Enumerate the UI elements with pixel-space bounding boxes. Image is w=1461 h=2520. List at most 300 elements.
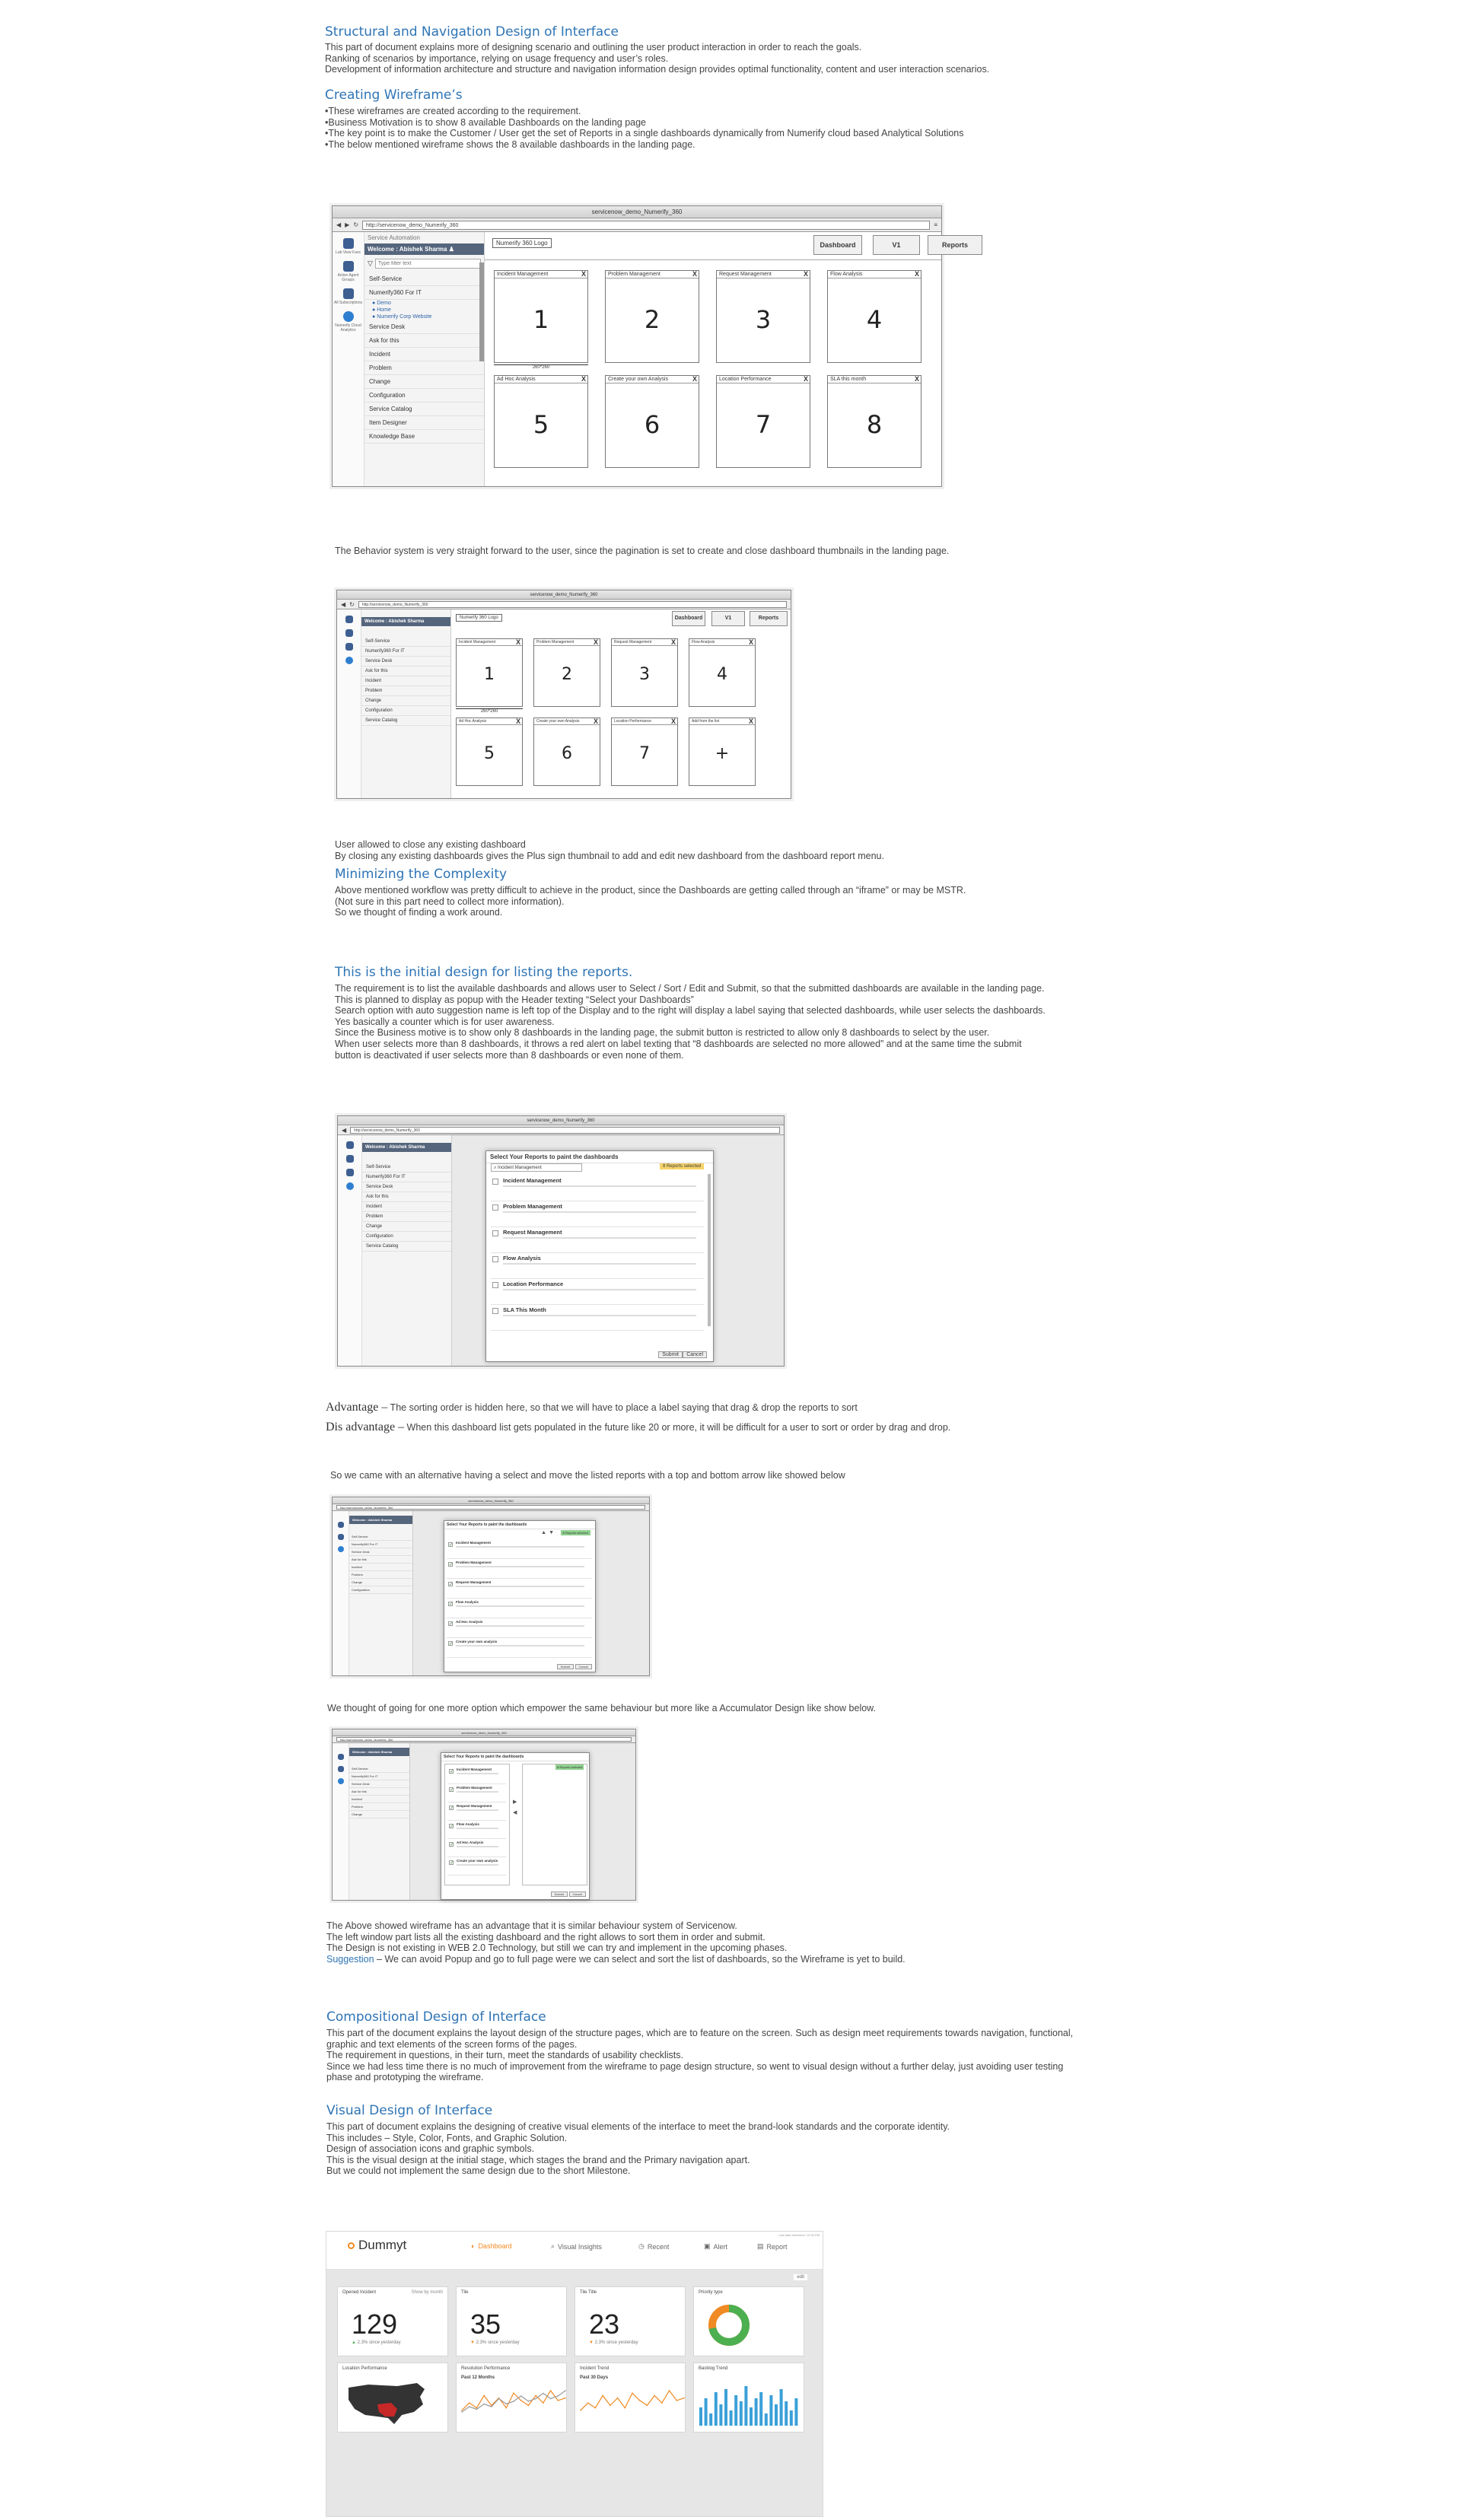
dashboard-tile[interactable]	[716, 375, 810, 468]
url-field[interactable]: http://servicenow_demo_Numerify_360	[362, 221, 930, 230]
close-icon[interactable]: X	[593, 638, 598, 646]
nav-item[interactable]: Change	[349, 1811, 409, 1818]
back-icon[interactable]: ◀	[336, 221, 342, 228]
selected-counter: 8 Reports selected	[557, 1765, 583, 1769]
selected-counter: 8 Reports selected	[660, 1163, 704, 1169]
card-tile-title[interactable]	[575, 2286, 686, 2356]
row-checkbox[interactable]: ✓	[450, 1788, 454, 1793]
tile-number: 7	[755, 410, 772, 439]
row-name: Incident Management	[503, 1177, 562, 1184]
initial-line: When user selects more than 8 dashboards, it throws a red alert on label texting that “8 dashboards are selected no more allowed” and at the same time the submit	[335, 1038, 1022, 1049]
row-name: Create your own analysis	[456, 1640, 498, 1643]
modal-scrollbar[interactable]	[708, 1174, 711, 1326]
us-map	[338, 2374, 449, 2432]
report-row[interactable]	[447, 1821, 506, 1839]
brand-name: Dummyt	[358, 2238, 407, 2252]
welcome-bar: Welcome : Abishek Sharma	[362, 1143, 451, 1152]
row-checkbox[interactable]: ✓	[450, 1825, 454, 1829]
tab-visual-insights[interactable]: ⌕ Visual Insights	[551, 2242, 602, 2251]
advantage-text: The sorting order is hidden here, so that we will have to place a label saying that drag & drop the reports to sort	[387, 1402, 858, 1413]
report-row[interactable]	[447, 1638, 592, 1658]
tile-title: Ad Hoc Analysis	[457, 718, 522, 725]
trend-point	[469, 2406, 470, 2407]
cancel-button[interactable]: Cancel	[575, 1664, 592, 1669]
card-value: 35	[470, 2308, 501, 2340]
list-icon[interactable]	[343, 238, 354, 249]
dashboard-tile[interactable]	[533, 718, 600, 786]
trend-point	[513, 2392, 514, 2394]
suggestion-text: – We can avoid Popup and go to full page were we can select and sort the list of dashboards, so the Wireframe is yet to build.	[374, 1953, 906, 1965]
card-subtext: ▲ 2.3% since yesterday	[352, 2340, 401, 2345]
dashboard-tile[interactable]	[605, 270, 699, 363]
close-icon[interactable]: X	[748, 638, 753, 646]
minimizing-line: (Not sure in this part need to collect more information).	[335, 896, 565, 907]
nav-item[interactable]: Service Desk	[362, 1182, 451, 1192]
tab-alert[interactable]: ▣ Alert	[704, 2242, 728, 2251]
move-up-icon[interactable]: ▲	[541, 1530, 546, 1535]
card-opened-incident[interactable]	[337, 2286, 448, 2356]
close-icon[interactable]: X	[593, 718, 598, 725]
nav-item[interactable]: Self-Service	[349, 1765, 409, 1773]
nav-subitem[interactable]: ● Numerify Corp Website	[372, 314, 432, 320]
tag-icon[interactable]	[343, 261, 354, 272]
trend-point	[647, 2405, 648, 2407]
card-priority-type[interactable]	[693, 2286, 804, 2356]
row-checkbox[interactable]: ✓	[450, 1770, 454, 1774]
refresh-icon[interactable]: ↻	[349, 600, 355, 608]
nav-item[interactable]: Change	[361, 696, 450, 706]
nav-panel	[361, 609, 451, 798]
edit-button[interactable]: edit	[794, 2274, 807, 2280]
nav-item[interactable]: Change	[349, 1579, 412, 1586]
nav-item[interactable]: Service Desk	[364, 320, 484, 334]
left-rail	[338, 1135, 362, 1366]
close-icon[interactable]: X	[670, 638, 676, 646]
wireframe-popup	[337, 1115, 785, 1367]
book-icon[interactable]	[343, 288, 354, 299]
trend-point	[624, 2407, 625, 2409]
dashboard-tile[interactable]	[533, 638, 600, 707]
card-filter[interactable]: Show by month	[411, 2290, 443, 2295]
nav-item[interactable]: Configuration	[362, 1232, 451, 1242]
dashboard-tile[interactable]	[456, 638, 523, 707]
close-icon[interactable]: X	[914, 270, 919, 278]
submit-button[interactable]: Submit	[551, 1892, 568, 1897]
window-titlebar: servicenow_demo_Numerify_360	[333, 206, 941, 218]
trend-point	[513, 2401, 514, 2402]
visual-line: This part of document explains the designing of creative visual elements of the interface to meet the brand-look standards and the corporate identity.	[326, 2121, 950, 2132]
nav-item[interactable]: Service Catalog	[361, 716, 450, 726]
tab-report[interactable]: ▤ Report	[757, 2242, 788, 2251]
dashboard-area	[410, 1743, 635, 1900]
tile-number: 5	[533, 410, 549, 439]
selected-list	[522, 1764, 587, 1885]
list-icon[interactable]	[338, 1522, 344, 1528]
nav-item[interactable]: Ask for this	[361, 667, 450, 676]
list-icon[interactable]	[345, 616, 353, 623]
close-icon[interactable]: X	[581, 375, 586, 383]
nav-item[interactable]: Numerify360 For IT	[364, 286, 484, 300]
close-icon[interactable]: X	[803, 375, 808, 383]
row-checkbox[interactable]	[492, 1204, 498, 1211]
nav-item[interactable]: Service Catalog	[364, 402, 484, 416]
report-row[interactable]	[447, 1559, 592, 1579]
row-checkbox[interactable]	[492, 1256, 498, 1262]
card-location-performance[interactable]	[337, 2362, 448, 2432]
tag-icon[interactable]	[338, 1534, 344, 1540]
tile-title: Flow Analysis	[689, 639, 755, 646]
nav-item[interactable]: Incident	[349, 1796, 409, 1803]
report-row[interactable]	[491, 1176, 704, 1201]
close-icon[interactable]: X	[515, 718, 520, 725]
help-icon[interactable]	[345, 657, 353, 664]
trend-point	[550, 2398, 552, 2400]
nav-item[interactable]: Self-Service	[349, 1533, 412, 1541]
close-icon[interactable]: X	[515, 638, 520, 646]
nav-item[interactable]: Numerify360 For IT	[349, 1773, 409, 1780]
cancel-button[interactable]: Cancel	[683, 1351, 707, 1358]
v1-button[interactable]: V1	[711, 611, 745, 626]
back-icon[interactable]: ◀	[342, 1126, 347, 1134]
welcome-bar: Welcome : Abishek Sharma	[349, 1516, 412, 1524]
nav-panel	[364, 232, 485, 486]
submit-button[interactable]: Submit	[557, 1664, 574, 1669]
refresh-icon[interactable]: ↻	[353, 221, 359, 228]
disadvantage-line	[326, 1421, 950, 1434]
back-icon[interactable]: ◀	[341, 600, 346, 608]
left-rail	[337, 609, 361, 798]
row-checkbox[interactable]: ✓	[449, 1602, 454, 1607]
initial-line: Search option with auto suggestion name is left top of the Display and to the right will display a label saying that selected dashboards, while user selects the dashboards.	[335, 1005, 1046, 1017]
report-row[interactable]	[447, 1599, 592, 1618]
close-icon[interactable]: X	[581, 270, 586, 278]
nav-panel	[349, 1743, 410, 1900]
tile-number: 3	[639, 665, 650, 684]
dashboard-tile[interactable]	[494, 270, 588, 363]
nav-item[interactable]: Self-Service	[364, 272, 484, 286]
backlog-bar	[794, 2398, 797, 2426]
report-row[interactable]	[447, 1579, 592, 1599]
divider	[485, 259, 941, 260]
trend-point	[520, 2400, 522, 2401]
backlog-bar	[755, 2398, 758, 2426]
trend-point	[661, 2402, 663, 2404]
row-checkbox[interactable]: ✓	[449, 1543, 454, 1548]
list-icon[interactable]	[346, 1141, 354, 1149]
backlog-bar	[750, 2407, 753, 2426]
nav-item[interactable]: Service Catalog	[362, 1242, 451, 1252]
nav-subitem[interactable]: ● Demo	[372, 301, 391, 306]
report-row[interactable]	[491, 1253, 704, 1279]
help-icon[interactable]	[346, 1182, 354, 1190]
report-row[interactable]	[447, 1784, 506, 1803]
trend-point	[580, 2410, 581, 2411]
visual-line: But we could not implement the same design due to the short Milestone.	[326, 2165, 631, 2177]
row-checkbox[interactable]: ✓	[450, 1806, 454, 1811]
initial-line: button is deactivated if user selects more than 8 dashboards or even none of them.	[335, 1049, 684, 1061]
url-field[interactable]: http://servicenow_demo_Numerify_360	[358, 601, 787, 608]
nav-item[interactable]: Ask for this	[364, 334, 484, 348]
compositional-line: Since we had less time there is no much of improvement from the wireframe to page design structure, so went to visual design without a further delay, just avoiding user testing	[326, 2060, 1064, 2072]
row-checkbox[interactable]: ✓	[450, 1843, 454, 1847]
modal-title: Select Your Reports to paint the dashboards	[441, 1753, 589, 1761]
card-incident-trend[interactable]	[575, 2362, 686, 2432]
row-name: Problem Management	[456, 1561, 492, 1564]
suggestion-line	[326, 1954, 906, 1965]
row-checkbox[interactable]	[492, 1230, 498, 1236]
tile-number: 5	[484, 744, 495, 763]
dashboard-button[interactable]: Dashboard	[813, 235, 862, 255]
v1-button[interactable]: V1	[873, 235, 920, 255]
logo-placeholder: Numerify 360 Logo	[492, 238, 552, 248]
close-icon[interactable]: X	[692, 375, 697, 383]
cancel-button[interactable]: Cancel	[569, 1892, 586, 1897]
card-backlog-trend[interactable]	[693, 2362, 804, 2432]
tab-recent[interactable]: ◷ Recent	[638, 2242, 670, 2251]
compositional-line: The requirement in questions, in their turn, meet the standards of usability checklists.	[326, 2050, 683, 2061]
trend-point	[498, 2398, 500, 2400]
tile-number: 4	[866, 305, 883, 334]
help-icon[interactable]	[338, 1778, 344, 1784]
creating-line: •The below mentioned wireframe shows the 8 available dashboards in the landing page.	[325, 138, 695, 150]
window-titlebar: servicenow_demo_Numerify_360	[338, 1116, 784, 1125]
close-icon[interactable]: X	[692, 270, 697, 278]
tile-number: 4	[717, 665, 727, 684]
tile-number: 1	[484, 665, 495, 684]
compositional-line: phase and prototyping the wireframe.	[326, 2072, 484, 2083]
nav-item[interactable]: Configuration	[364, 389, 484, 402]
trend-point	[528, 2405, 530, 2407]
trend-point	[491, 2406, 492, 2407]
report-row[interactable]	[491, 1305, 704, 1331]
dashboard-tile[interactable]	[827, 270, 921, 363]
tab-dashboard[interactable]: ◐ Dashboard	[471, 2242, 512, 2250]
wireframe-body	[333, 232, 968, 486]
nav-item[interactable]: Service Desk	[361, 657, 450, 667]
nav-item[interactable]: Change	[364, 375, 484, 389]
nav-item[interactable]: Configuration	[349, 1586, 412, 1594]
backlog-bar	[724, 2389, 727, 2426]
row-checkbox[interactable]	[492, 1282, 498, 1288]
backlog-bar	[759, 2392, 762, 2426]
nav-item[interactable]: Problem	[364, 361, 484, 375]
row-description	[457, 1791, 498, 1793]
initial-line: Since the Business motive is to show only 8 dashboards in the landing page, the submit button is restricted to allow only 8 dashboards to select by the user.	[335, 1027, 990, 1039]
forward-icon[interactable]: ▶	[345, 221, 350, 228]
menu-icon[interactable]: ≡	[934, 221, 937, 228]
dashboard-tile[interactable]	[827, 375, 921, 468]
nav-item[interactable]: Knowledge Base	[364, 430, 484, 444]
nav-item[interactable]: Self-Service	[362, 1163, 451, 1172]
row-name: Incident Management	[457, 1768, 492, 1771]
structural-text	[325, 42, 989, 75]
row-checkbox[interactable]: ✓	[449, 1642, 454, 1647]
trend-point	[610, 2405, 611, 2407]
closing-line: User allowed to close any existing dashboard	[335, 839, 526, 850]
book-icon[interactable]	[346, 1169, 354, 1176]
dashboard-tile[interactable]	[611, 718, 678, 786]
report-row[interactable]	[447, 1839, 506, 1857]
row-name: Incident Management	[456, 1541, 492, 1545]
report-row[interactable]	[491, 1279, 704, 1305]
resolution-line-chart	[459, 2385, 565, 2430]
nav-item[interactable]: Self-Service	[361, 637, 450, 647]
row-description	[457, 1809, 498, 1811]
card-title: Resolution Performance	[461, 2366, 511, 2371]
closing-text	[335, 839, 884, 861]
modal-title: Select Your Reports to paint the dashboards	[486, 1151, 713, 1163]
report-row[interactable]	[447, 1803, 506, 1821]
tile-title: Incident Management	[457, 639, 522, 646]
row-checkbox[interactable]: ✓	[449, 1622, 454, 1627]
modal-search-input[interactable]: ⌕ Incident Management	[491, 1163, 582, 1172]
tile-title: Request Management	[612, 639, 677, 646]
nav-item[interactable]: Numerify360 For IT	[361, 647, 450, 657]
row-description	[503, 1289, 696, 1290]
close-icon[interactable]: X	[670, 718, 676, 725]
nav-item[interactable]: Problem	[362, 1212, 451, 1222]
trend-point	[565, 2398, 566, 2399]
dashboard-button[interactable]: Dashboard	[672, 611, 705, 626]
url-field[interactable]: http://servicenow_demo_Numerify_360	[336, 1737, 632, 1742]
row-name: Location Performance	[503, 1281, 564, 1287]
report-row[interactable]	[447, 1539, 592, 1559]
logo-placeholder: Numerify 360 Logo	[456, 614, 502, 622]
rail-label: Lab View Favs	[336, 250, 361, 255]
scrollbar[interactable]	[479, 262, 484, 361]
visual-text	[326, 2121, 950, 2177]
nav-item[interactable]: Problem	[349, 1571, 412, 1579]
card-title: Tile	[461, 2290, 469, 2295]
reports-button[interactable]: Reports	[928, 235, 982, 255]
reports-button[interactable]: Reports	[750, 611, 788, 626]
row-checkbox[interactable]	[492, 1179, 498, 1185]
submit-button[interactable]: Submit	[658, 1351, 683, 1358]
dashboard-tile[interactable]	[494, 375, 588, 468]
row-description	[457, 1864, 498, 1866]
select-reports-modal	[444, 1520, 596, 1672]
move-down-icon[interactable]: ▼	[549, 1530, 554, 1535]
tag-icon[interactable]	[338, 1766, 344, 1772]
nav-item[interactable]: Problem	[361, 686, 450, 696]
nav-subitem[interactable]: ● Home	[372, 307, 391, 313]
nav-item[interactable]: Incident	[364, 348, 484, 361]
nav-item[interactable]: Ask for this	[349, 1788, 409, 1796]
trend-point	[676, 2400, 677, 2401]
url-field[interactable]: http://servicenow_demo_Numerify_360	[336, 1505, 645, 1510]
trend-point	[683, 2398, 685, 2399]
nav-item[interactable]: Service Desk	[349, 1548, 412, 1556]
nav-item[interactable]: Numerify360 For IT	[349, 1541, 412, 1548]
welcome-text: Welcome : Abishek Sharma	[368, 246, 447, 253]
dashboard-tile[interactable]	[456, 718, 523, 786]
row-name: Create your own analysis	[457, 1859, 498, 1863]
backlog-bar	[769, 2395, 772, 2426]
nav-item[interactable]: Incident	[362, 1202, 451, 1212]
dashboard-tile[interactable]	[605, 375, 699, 468]
row-name: Flow Analysis	[457, 1822, 479, 1826]
nav-item[interactable]: Service Desk	[349, 1780, 409, 1788]
wireframe-body	[337, 609, 791, 798]
dashboard-header	[326, 2232, 823, 2270]
card-resolution-performance[interactable]	[456, 2362, 567, 2432]
report-row[interactable]	[447, 1766, 506, 1784]
tile-title: Add from the list	[689, 718, 755, 725]
close-icon[interactable]: X	[803, 270, 808, 278]
close-icon[interactable]: X	[748, 718, 753, 725]
nav-item[interactable]: Ask for this	[362, 1192, 451, 1202]
accumulator-modal	[441, 1752, 590, 1900]
nav-item[interactable]: Ask for this	[349, 1556, 412, 1564]
list-icon[interactable]	[338, 1754, 344, 1760]
alternative-text: So we came with an alternative having a select and move the listed reports with a top and bottom arrow like showed below	[330, 1470, 845, 1481]
report-row[interactable]	[491, 1227, 704, 1253]
card-tile[interactable]	[456, 2286, 567, 2356]
tile-number: 2	[562, 665, 572, 684]
dashboard-tile[interactable]	[716, 270, 810, 363]
nav-item[interactable]: Item Designer	[364, 416, 484, 430]
move-right-icon[interactable]: ▶	[513, 1799, 517, 1805]
nav-item[interactable]: Numerify360 For IT	[362, 1172, 451, 1182]
minimizing-text	[335, 885, 966, 918]
welcome-bar: Welcome : Abishek Sharma	[361, 617, 450, 626]
move-left-icon[interactable]: ◀	[513, 1810, 517, 1815]
trend-point	[476, 2409, 478, 2410]
report-row[interactable]	[447, 1857, 506, 1876]
nav-item[interactable]: Change	[362, 1222, 451, 1232]
wireframe-landing	[332, 205, 968, 487]
nav-item[interactable]: Incident	[349, 1564, 412, 1571]
close-icon[interactable]: X	[914, 375, 919, 383]
advantage-line	[326, 1401, 858, 1414]
url-field[interactable]: http://servicenow_demo_Numerify_360	[350, 1127, 780, 1134]
above-line: The Above showed wireframe has an advantage that it is similar behaviour system of Servicenow.	[326, 1920, 737, 1931]
visual-line: This is the visual design at the initial stage, which stages the brand and the Primary navigation apart.	[326, 2154, 750, 2165]
nav-item[interactable]: Incident	[361, 676, 450, 686]
trend-point	[602, 2395, 603, 2397]
backlog-bar	[744, 2386, 747, 2426]
row-description	[457, 1773, 498, 1774]
row-checkbox[interactable]: ✓	[450, 1861, 454, 1866]
report-row[interactable]	[491, 1201, 704, 1227]
dashboard-tile[interactable]	[689, 718, 756, 786]
book-icon[interactable]	[345, 643, 353, 651]
above-line: The left window part lists all the existing dashboard and the right allows to sort them in order and submit.	[326, 1931, 766, 1943]
trend-point	[557, 2400, 559, 2401]
dashboard-tile[interactable]	[689, 638, 756, 707]
tag-icon[interactable]	[346, 1155, 354, 1163]
filter-input[interactable]	[375, 259, 481, 269]
rail-label: Active Agent Groups	[337, 273, 359, 282]
dashboard-tile[interactable]	[611, 638, 678, 707]
compositional-line: graphic and text elements of the screen forms of the pages.	[326, 2038, 578, 2050]
help-icon[interactable]	[338, 1546, 344, 1552]
modal-title: Select Your Reports to paint the dashboards	[444, 1521, 595, 1529]
row-checkbox[interactable]: ✓	[449, 1583, 454, 1587]
row-checkbox[interactable]: ✓	[449, 1563, 454, 1567]
nav-item[interactable]: Problem	[349, 1803, 409, 1811]
row-checkbox[interactable]	[492, 1308, 498, 1314]
row-name: Request Management	[457, 1804, 492, 1808]
report-row[interactable]	[447, 1618, 592, 1638]
suggestion-label: Suggestion	[326, 1953, 374, 1965]
nav-item[interactable]: Configuration	[361, 706, 450, 716]
help-icon[interactable]	[343, 311, 354, 322]
row-description	[456, 1645, 584, 1647]
tag-icon[interactable]	[345, 629, 353, 637]
tile-number: 2	[644, 305, 660, 334]
address-bar	[337, 600, 791, 609]
